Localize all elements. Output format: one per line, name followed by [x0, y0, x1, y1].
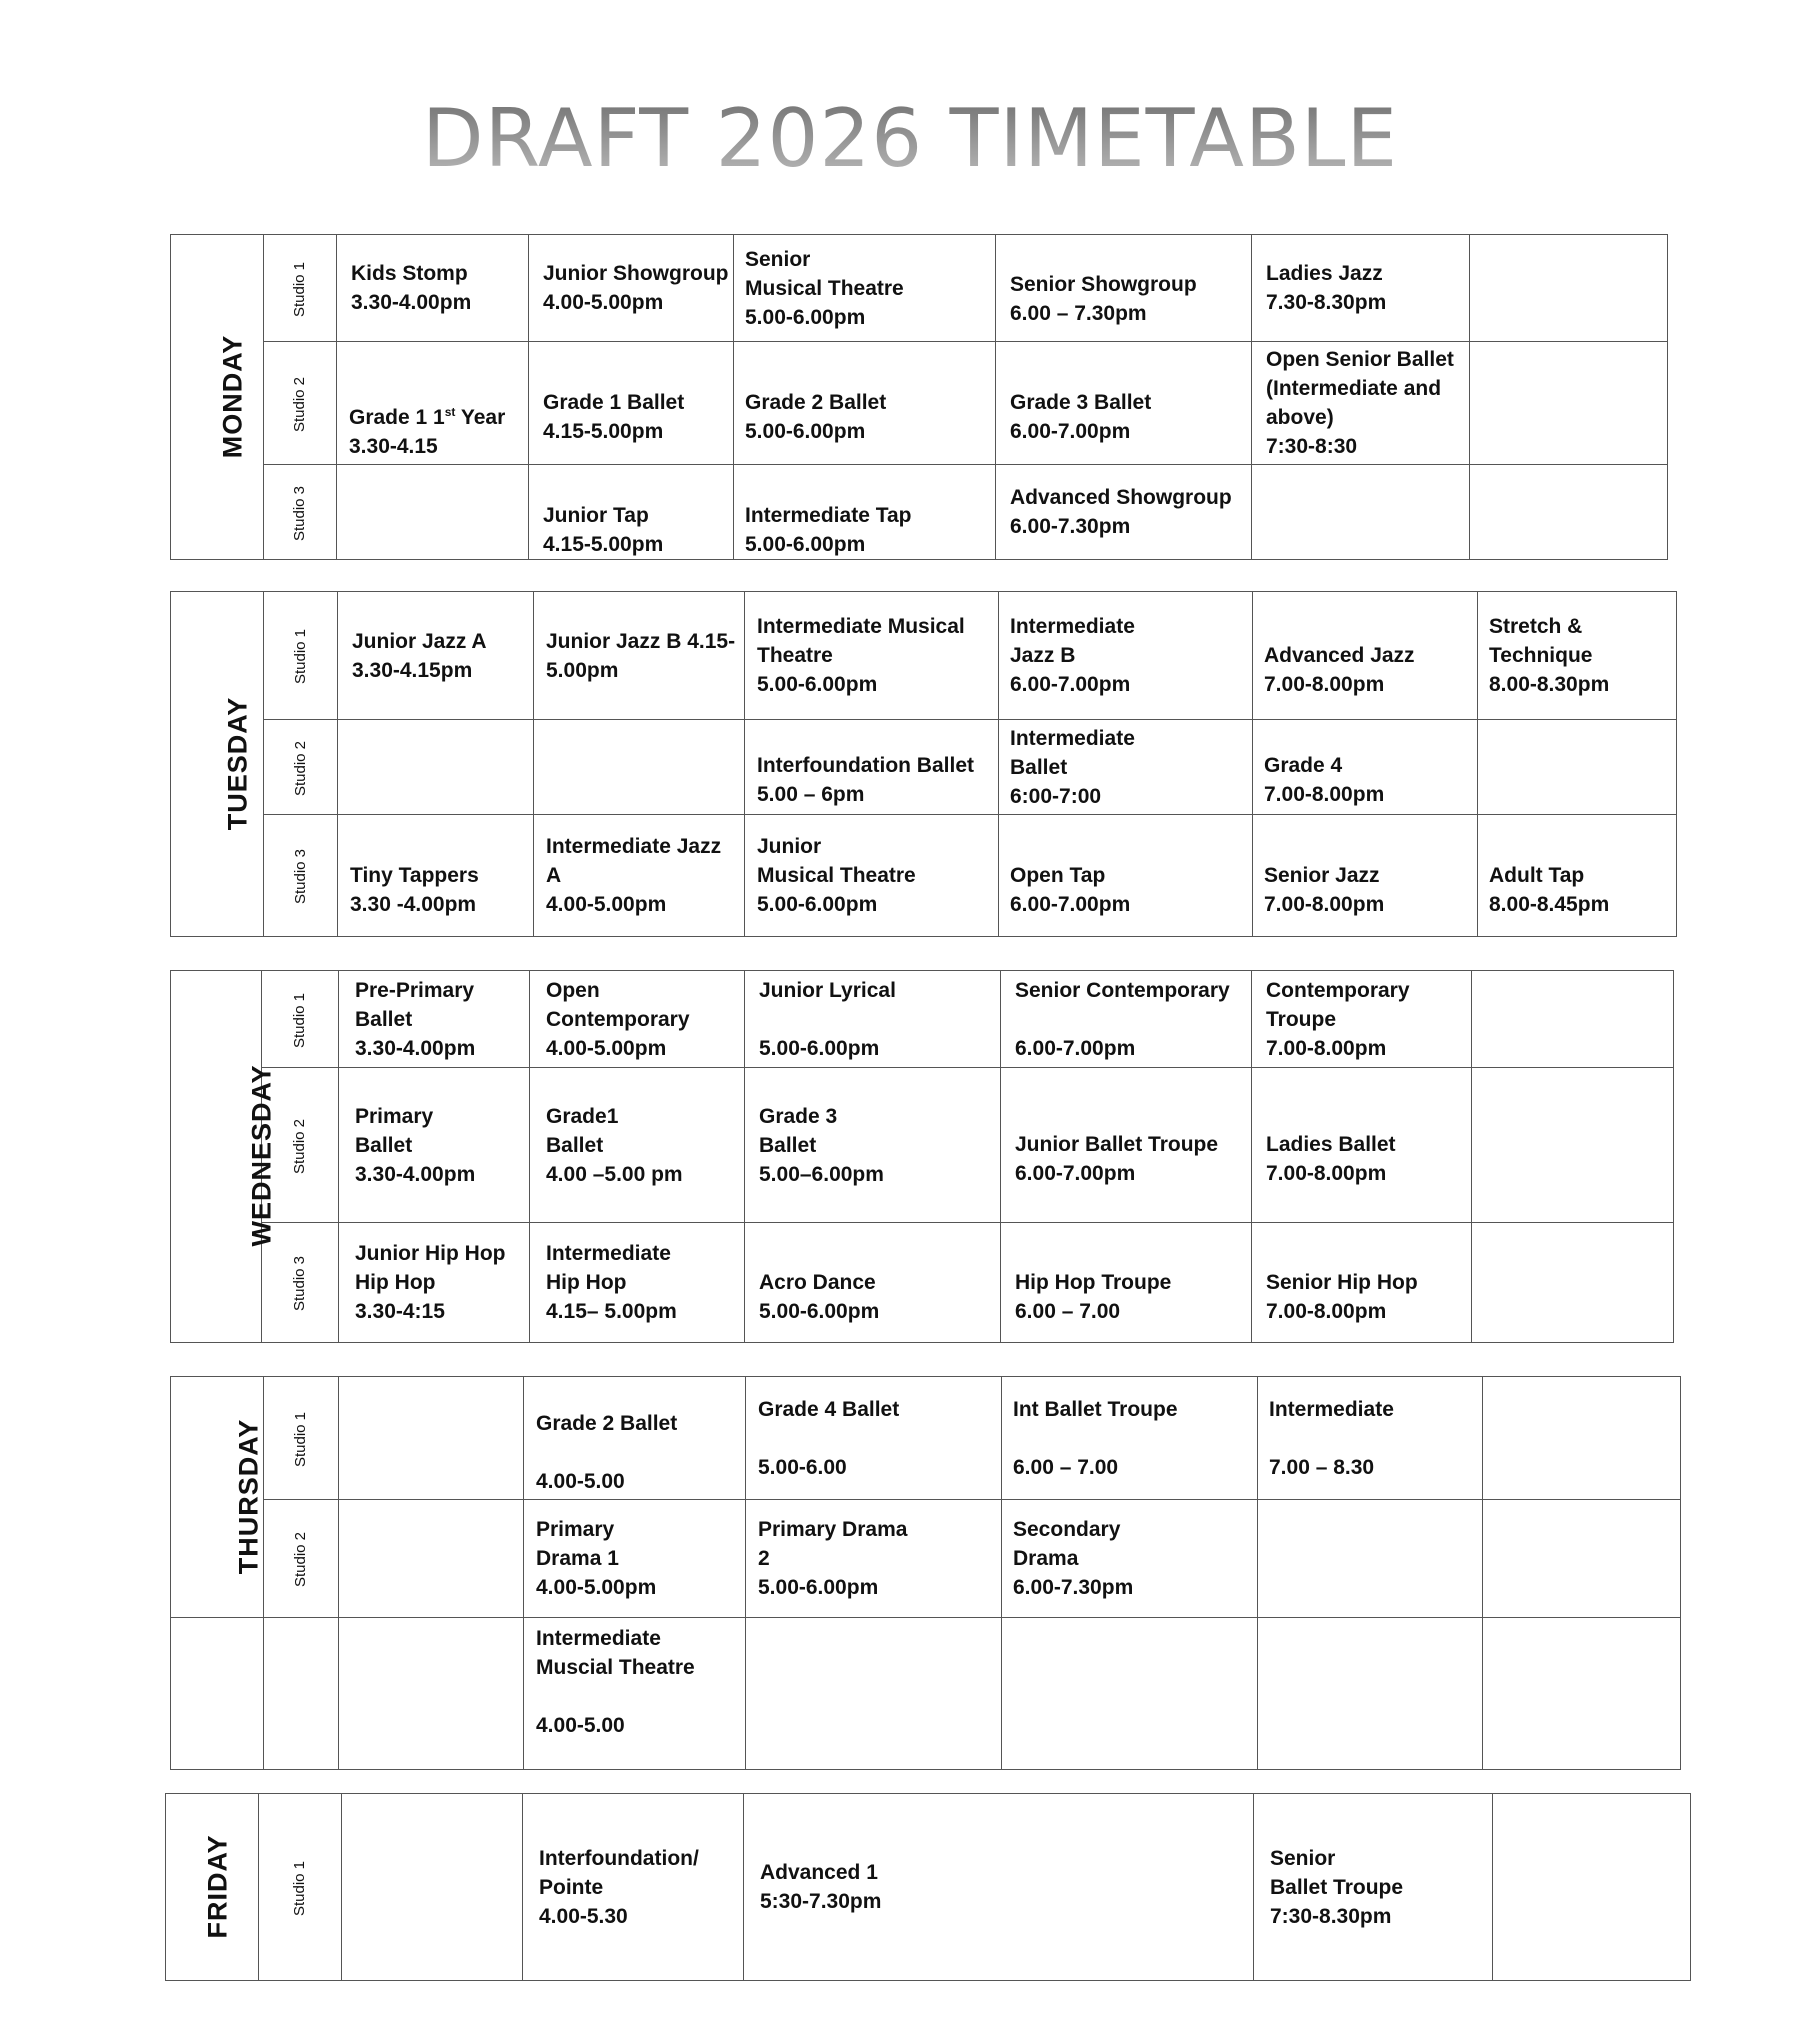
class-cell: Intermediate Tap 5.00-6.00pm [734, 465, 996, 560]
class-cell: Ladies Jazz 7.30-8.30pm [1252, 235, 1470, 342]
class-cell: Interfoundation/ Pointe 4.00-5.30 [523, 1794, 744, 1981]
class-cell: Advanced 1 5:30-7.30pm [744, 1794, 1254, 1981]
studio-label [264, 1618, 339, 1770]
day-label-friday: FRIDAY [166, 1794, 259, 1981]
class-cell: Grade 3 Ballet 5.00–6.00pm [745, 1068, 1001, 1223]
class-cell [1470, 465, 1668, 560]
class-cell [1472, 971, 1674, 1068]
studio-label: Studio 2 [262, 1068, 339, 1223]
class-cell [337, 465, 529, 560]
studio-label: Studio 1 [262, 971, 339, 1068]
class-cell [1470, 342, 1668, 465]
class-cell [1002, 1618, 1258, 1770]
studio-label: Studio 1 [264, 1377, 339, 1500]
class-cell: Grade1 Ballet 4.00 –5.00 pm [530, 1068, 745, 1223]
studio-label: Studio 3 [264, 465, 337, 560]
class-cell: Primary Drama 1 4.00-5.00pm [524, 1500, 746, 1618]
class-cell [1472, 1223, 1674, 1343]
class-cell [339, 1618, 524, 1770]
class-cell [1483, 1500, 1681, 1618]
class-cell: Interfoundation Ballet 5.00 – 6pm [745, 720, 999, 815]
class-cell: Primary Drama 2 5.00-6.00pm [746, 1500, 1002, 1618]
class-cell: Intermediate Jazz A 4.00-5.00pm [534, 815, 745, 937]
studio-label: Studio 2 [264, 720, 338, 815]
class-cell: Intermediate Ballet 6:00-7:00 [999, 720, 1253, 815]
class-cell: Intermediate Muscial Theatre 4.00-5.00 [524, 1618, 746, 1770]
class-cell [746, 1618, 1002, 1770]
studio-label: Studio 3 [262, 1223, 339, 1343]
class-cell [534, 720, 745, 815]
class-cell: Junior Hip Hop Hip Hop 3.30-4:15 [339, 1223, 530, 1343]
class-cell [1470, 235, 1668, 342]
day-label-monday: MONDAY [171, 235, 264, 560]
class-cell [339, 1377, 524, 1500]
class-cell: Grade 2 Ballet 4.00-5.00 [524, 1377, 746, 1500]
class-cell [1493, 1794, 1691, 1981]
class-cell [1252, 465, 1470, 560]
class-cell: Grade 2 Ballet 5.00-6.00pm [734, 342, 996, 465]
class-cell: Junior Jazz A 3.30-4.15pm [338, 592, 534, 720]
class-cell: Adult Tap 8.00-8.45pm [1478, 815, 1677, 937]
class-cell: Stretch & Technique 8.00-8.30pm [1478, 592, 1677, 720]
class-cell [1258, 1618, 1483, 1770]
class-cell: Grade 4 7.00-8.00pm [1253, 720, 1478, 815]
empty-cell [171, 1618, 264, 1770]
class-cell [1478, 720, 1677, 815]
studio-label: Studio 1 [264, 592, 338, 720]
class-cell: Advanced Showgroup 6.00-7.30pm [996, 465, 1252, 560]
class-cell: Senior Hip Hop 7.00-8.00pm [1252, 1223, 1472, 1343]
tuesday-table [170, 591, 1677, 937]
class-cell: Grade 3 Ballet 6.00-7.00pm [996, 342, 1252, 465]
day-label-wednesday: WEDNESDAY [171, 971, 262, 1343]
class-cell: Junior Lyrical 5.00-6.00pm [745, 971, 1001, 1068]
class-cell [1483, 1377, 1681, 1500]
class-cell: Secondary Drama 6.00-7.30pm [1002, 1500, 1258, 1618]
class-cell: Kids Stomp 3.30-4.00pm [337, 235, 529, 342]
class-cell: Grade 4 Ballet 5.00-6.00 [746, 1377, 1002, 1500]
class-cell: Acro Dance 5.00-6.00pm [745, 1223, 1001, 1343]
class-cell [1483, 1618, 1681, 1770]
class-cell: Grade 1 1st Year 3.30-4.15 [337, 342, 529, 465]
day-label-tuesday: TUESDAY [171, 592, 264, 937]
studio-label: Studio 2 [264, 1500, 339, 1618]
class-cell [338, 720, 534, 815]
class-cell: Senior Ballet Troupe 7:30-8.30pm [1254, 1794, 1493, 1981]
class-cell [342, 1794, 523, 1981]
monday-table [170, 234, 1668, 560]
class-cell: Int Ballet Troupe 6.00 – 7.00 [1002, 1377, 1258, 1500]
class-cell: Grade 1 Ballet 4.15-5.00pm [529, 342, 734, 465]
class-cell: Senior Contemporary 6.00-7.00pm [1001, 971, 1252, 1068]
day-label-thursday: THURSDAY [171, 1377, 264, 1618]
class-cell [1472, 1068, 1674, 1223]
class-cell: Hip Hop Troupe 6.00 – 7.00 [1001, 1223, 1252, 1343]
studio-label: Studio 1 [259, 1794, 342, 1981]
class-cell: Tiny Tappers 3.30 -4.00pm [338, 815, 534, 937]
class-cell: Open Contemporary 4.00-5.00pm [530, 971, 745, 1068]
class-cell: Open Tap 6.00-7.00pm [999, 815, 1253, 937]
class-cell [1258, 1500, 1483, 1618]
class-cell: Senior Showgroup 6.00 – 7.30pm [996, 235, 1252, 342]
class-cell: Junior Tap 4.15-5.00pm [529, 465, 734, 560]
class-cell: Pre-Primary Ballet 3.30-4.00pm [339, 971, 530, 1068]
class-cell: Senior Musical Theatre 5.00-6.00pm [734, 235, 996, 342]
class-cell: Intermediate Musical Theatre 5.00-6.00pm [745, 592, 999, 720]
class-cell: Primary Ballet 3.30-4.00pm [339, 1068, 530, 1223]
class-cell: Senior Jazz 7.00-8.00pm [1253, 815, 1478, 937]
class-cell: Ladies Ballet 7.00-8.00pm [1252, 1068, 1472, 1223]
friday-table [165, 1793, 1691, 1981]
class-cell [339, 1500, 524, 1618]
class-cell: Junior Jazz B 4.15- 5.00pm [534, 592, 745, 720]
class-cell: Intermediate Jazz B 6.00-7.00pm [999, 592, 1253, 720]
class-cell: Contemporary Troupe 7.00-8.00pm [1252, 971, 1472, 1068]
studio-label: Studio 2 [264, 342, 337, 465]
wednesday-table [170, 970, 1674, 1343]
class-cell: Open Senior Ballet (Intermediate and above) 7:30-8:30 [1252, 342, 1470, 465]
class-cell: Junior Musical Theatre 5.00-6.00pm [745, 815, 999, 937]
class-cell: Intermediate 7.00 – 8.30 [1258, 1377, 1483, 1500]
studio-label: Studio 3 [264, 815, 338, 937]
class-cell: Junior Showgroup 4.00-5.00pm [529, 235, 734, 342]
page-title: DRAFT 2026 TIMETABLE [0, 92, 1820, 185]
thursday-table [170, 1376, 1681, 1770]
class-cell: Intermediate Hip Hop 4.15– 5.00pm [530, 1223, 745, 1343]
studio-label: Studio 1 [264, 235, 337, 342]
class-cell: Junior Ballet Troupe 6.00-7.00pm [1001, 1068, 1252, 1223]
class-cell: Advanced Jazz 7.00-8.00pm [1253, 592, 1478, 720]
